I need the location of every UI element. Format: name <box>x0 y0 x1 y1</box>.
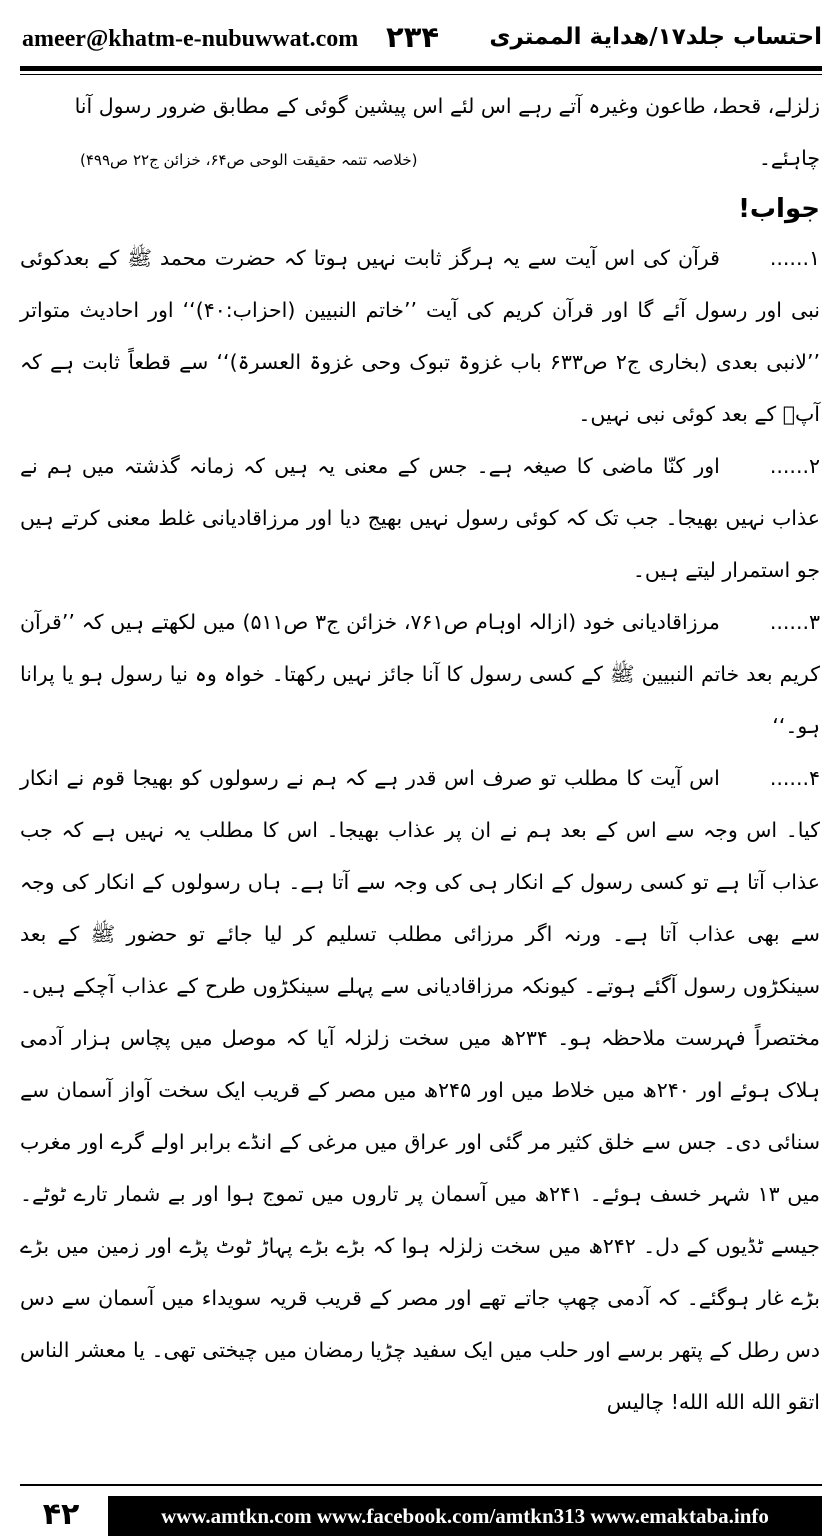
header-rule-thick <box>20 66 822 71</box>
page-header <box>22 18 822 58</box>
intro-citation: (خلاصہ تتمہ حقیقت الوحی ص۶۴، خزائن ج۲۲ ص۴۹۹) <box>80 151 418 169</box>
header-page-number: ۲۳۴ <box>386 20 440 54</box>
header-book-title: احتساب جلد۱۷/هداية الممترى <box>489 24 822 50</box>
intro-line: زلزلے، قحط، طاعون وغیرہ آتے رہے اس لئے اس پیشین گوئی کے مطابق ضرور رسول آنا <box>74 94 820 118</box>
point-2-text: اور کنّا ماضی کا صیغہ ہے۔ جس کے معنی یہ ہیں کہ زمانہ گذشتہ میں ہم نے عذاب نہیں بھیجا۔ جب تک کہ کوئی رسول نہیں بھیج دیا اور مرزاقادیانی غلط معنی کرتے ہیں جو استمرار لیتے ہیں۔ <box>20 454 820 582</box>
point-4-text: اس آیت کا مطلب تو صرف اس قدر ہے کہ ہم نے رسولوں کو بھیجا قوم نے انکار کیا۔ اس وجہ سے اس کے بعد ہم نے ان پر عذاب بھیجا۔ اس کا مطلب یہ نہیں ہے کہ جب عذاب آتا ہے تو کسی رسول کے انکار ہی کی وجہ سے آتا ہے۔ ہاں رسولوں کے انکار کی وجہ سے بھی عذاب آتا ہے۔ ورنہ اگر مرزائی مطلب تسلیم کر لیا جائے تو حضور ﷺ کے بعد سینکڑوں رسول آگئے ہوتے۔ کیونکہ مرزاقادیانی سے پہلے سینکڑوں طرح کے عذاب آچکے ہیں۔ مختصراً فہرست ملاحظہ ہو۔ ۲۳۴ھ میں سخت زلزلہ آیا کہ موصل میں پچاس ہزار آدمی ہلاک ہوئے اور ۲۴۰ھ میں خلاط میں اور ۲۴۵ھ میں مصر کے قریب ایک سخت آواز آسمان سے سنائی دی۔ جس سے خلق کثیر مر گئی اور عراق میں مرغی کے انڈے برابر اولے گرے اور مغرب میں ۱۳ شہر خسف ہوئے۔ ۲۴۱ھ میں آسمان پر تاروں میں تموج ہوا اور بے شمار تارے ٹوٹے۔ جیسے ٹڈیوں کے دل۔ ۲۴۲ھ میں سخت زلزلہ ہوا کہ بڑے بڑے پہاڑ ٹوٹ پڑے اور زمین میں بڑے بڑے غار ہوگئے۔ کہ آدمی چھپ جاتے تھے اور مصر کے قریب قریہ سویداء میں آسمان سے دس دس رطل کے پتھر برسے اور حلب میں ایک سفید چڑیا رمضان میں چیختی تھی۔ یا معشر الناس اتقو الله الله الله! چالیس <box>20 766 820 1414</box>
point-3-text: مرزاقادیانی خود (ازالہ اوہام ص۷۶۱، خزائن ج۳ ص۵۱۱) میں لکھتے ہیں کہ ’’قرآن کریم بعد خاتم النبیین ﷺ کے کسی رسول کا آنا جائز نہیں رکھتا۔ خواہ وہ نیا رسول ہو یا پرانا ہو۔‘‘ <box>20 610 820 738</box>
footer-rule <box>20 1484 822 1486</box>
point-1-marker: ۱...... <box>769 246 820 270</box>
footer-links[interactable]: www.amtkn.com www.facebook.com/amtkn313 www.emaktaba.info <box>108 1496 822 1536</box>
point-2 <box>20 440 820 596</box>
body-text <box>20 80 820 1478</box>
footer-page-number: ۴۲ <box>42 1496 80 1532</box>
intro-citation-line <box>20 132 820 186</box>
header-email: ameer@khatm-e-nubuwwat.com <box>22 26 359 52</box>
point-4-marker: ۴...... <box>769 766 820 790</box>
intro-line-end: چاہئے۔ <box>758 146 820 170</box>
point-1-text: قرآن کی اس آیت سے یہ ہرگز ثابت نہیں ہوتا کہ حضرت محمد ﷺ کے بعدکوئی نبی اور رسول آئے گا اور قرآن کریم کی آیت ’’خاتم النبیین (احزاب:۴۰)‘‘ اور احادیث متواتر ’’لانبی بعدی (بخاری ج۲ ص۶۳۳ باب غزوۃ تبوک وحی غزوۃ العسرۃ)‘‘ سے قطعاً ثابت ہے کہ آپؐ کے بعد کوئی نبی نہیں۔ <box>20 246 820 426</box>
header-rule-thin <box>20 74 822 75</box>
point-3-marker: ۳...... <box>769 610 820 634</box>
answer-heading: جواب! <box>738 194 820 224</box>
point-3 <box>20 596 820 752</box>
point-2-marker: ۲...... <box>769 454 820 478</box>
point-4 <box>20 752 820 1428</box>
point-1 <box>20 232 820 440</box>
